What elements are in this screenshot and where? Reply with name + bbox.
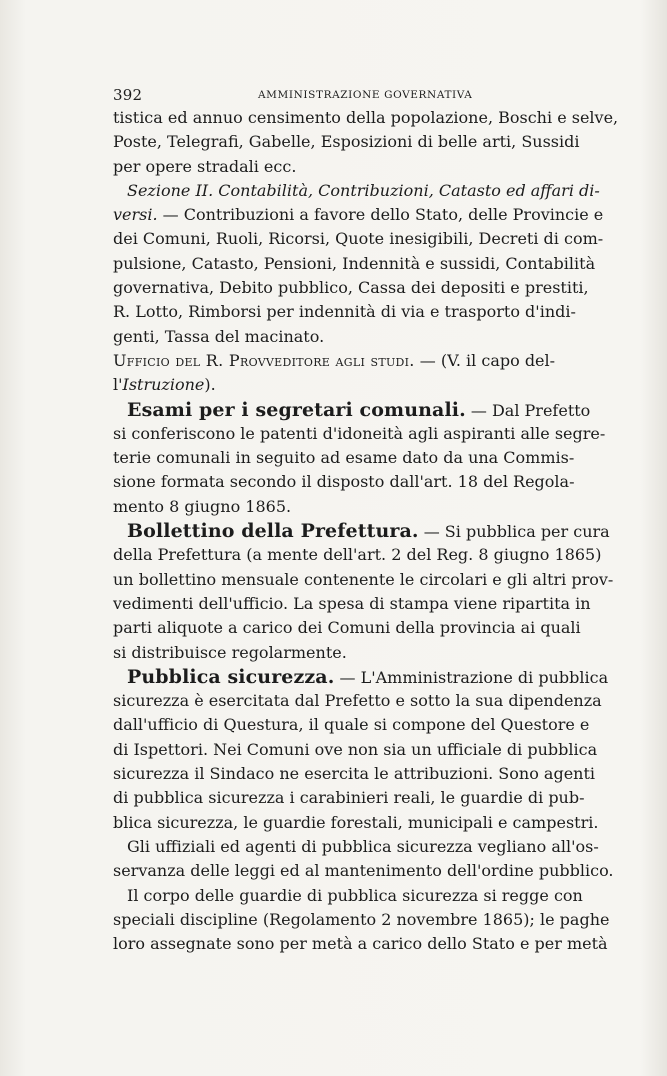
section-heading-line: Sezione II. Contabilità, Contribuzioni, Catasto ed affari di- — [127, 180, 600, 200]
text-line: Gli uffiziali ed agenti di pubblica sicurezza vegliano all'os- — [127, 836, 599, 856]
text-line: mento 8 giugno 1865. — [113, 496, 292, 516]
text-line: speciali discipline (Regolamento 2 novembre 1865); le paghe — [113, 909, 610, 929]
text-line: un bollettino mensuale contenente le circolari e gli altri prov- — [113, 569, 614, 589]
section-heading-end: versi. — [113, 205, 158, 225]
page-number: 392 — [113, 86, 143, 104]
text-line: pulsione, Catasto, Pensioni, Indennità e sussidi, Contabilità — [113, 253, 596, 273]
bold-heading: Bollettino della Prefettura. — [127, 520, 419, 543]
text-line: loro assegnate sono per metà a carico dello Stato e per metà — [113, 934, 608, 954]
bold-heading: Pubblica sicurezza. — [127, 665, 335, 688]
text-span: — L'Amministrazione di pubblica — [334, 667, 609, 687]
page-header — [113, 86, 618, 106]
text-span: — Dal Prefetto — [465, 400, 591, 420]
text-line: di pubblica sicurezza i carabinieri reali, le guardie di pub- — [113, 788, 585, 808]
text-line — [113, 373, 618, 397]
text-line: parti aliquote a carico dei Comuni della provincia ai quali — [113, 618, 581, 638]
text-line: di Ispettori. Nei Comuni ove non sia un ufficiale di pubblica — [113, 739, 598, 759]
text-line: servanza delle leggi ed al mantenimento dell'ordine pubblico. — [113, 861, 614, 881]
italic-reference: Istruzione — [122, 375, 205, 395]
text-line: Poste, Telegrafi, Gabelle, Esposizioni di belle arti, Sussidi — [113, 132, 580, 152]
text-span: — Si pubblica per cura — [418, 522, 610, 542]
text-span: l' — [113, 375, 123, 395]
text-line: terie comunali in seguito ad esame dato da una Commis- — [113, 448, 575, 468]
text-line: tistica ed annuo censimento della popolazione, Boschi e selve, — [113, 108, 619, 127]
text-line: genti, Tassa del macinato. — [113, 326, 325, 346]
text-line: blica sicurezza, le guardie forestali, municipali e campestri. — [113, 812, 599, 832]
text-line — [113, 203, 618, 227]
text-line: si distribuisce regolarmente. — [113, 642, 347, 662]
text-span: — Contribuzioni a favore dello Stato, delle Provincie e — [157, 205, 604, 225]
text-line — [113, 349, 618, 373]
body-text — [113, 106, 618, 956]
office-heading: Ufficio del R. Provveditore agli studi. — [113, 350, 415, 370]
text-line: vedimenti dell'ufficio. La spesa di stampa viene ripartita in — [113, 593, 591, 613]
text-line: sione formata secondo il disposto dall'art. 18 del Regola- — [113, 472, 575, 492]
text-line: si conferiscono le patenti d'idoneità agli aspiranti alle segre- — [113, 423, 606, 443]
text-line: della Prefettura (a mente dell'art. 2 del Reg. 8 giugno 1865) — [113, 545, 602, 565]
running-title: AMMINISTRAZIONE GOVERNATIVA — [258, 89, 473, 101]
text-line: dei Comuni, Ruoli, Ricorsi, Quote inesigibili, Decreti di com- — [113, 229, 604, 249]
text-line: sicurezza il Sindaco ne esercita le attribuzioni. Sono agenti — [113, 764, 596, 784]
text-span: — (V. il capo del- — [414, 350, 556, 370]
text-line: Il corpo delle guardie di pubblica sicurezza si regge con — [127, 885, 583, 905]
text-line: sicurezza è esercitata dal Prefetto e sotto la sua dipendenza — [113, 691, 602, 711]
text-span: ). — [204, 375, 216, 395]
text-line — [113, 519, 618, 543]
text-line — [113, 665, 618, 689]
text-line: governativa, Debito pubblico, Cassa dei depositi e prestiti, — [113, 278, 589, 298]
text-line: R. Lotto, Rimborsi per indennità di via e trasporto d'indi- — [113, 302, 576, 322]
bold-heading: Esami per i segretari comunali. — [127, 398, 466, 421]
text-line — [113, 398, 618, 422]
text-line: dall'ufficio di Questura, il quale si compone del Questore e — [113, 715, 590, 735]
text-line: per opere stradali ecc. — [113, 156, 297, 176]
